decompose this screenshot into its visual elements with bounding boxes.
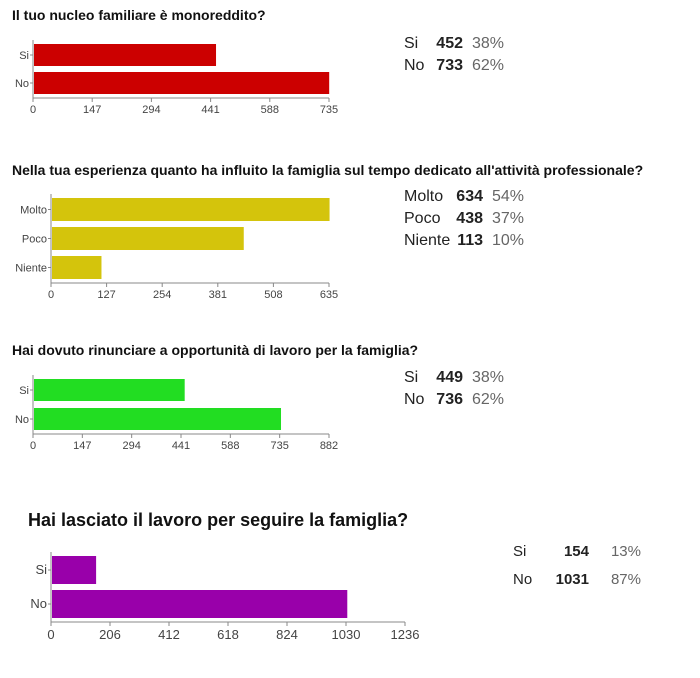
x-tick-label: 735 [270,440,289,452]
result-label: No [404,57,425,74]
result-percent: 62% [471,57,504,74]
bar-chart [0,500,460,675]
result-count: 733 [436,57,463,74]
survey-question-1 [0,0,700,130]
result-label: Si [404,369,419,386]
x-tick-label: 294 [122,440,141,452]
x-tick-label: 882 [319,440,339,452]
category-label: Si [19,385,29,397]
x-tick-label: 147 [73,440,92,452]
category-label: Niente [15,262,47,275]
result-label: No [513,571,533,588]
x-tick-label: 824 [276,627,298,642]
result-percent: 37% [491,210,524,227]
result-count: 438 [456,210,483,227]
bar [34,379,185,401]
x-tick-label: 0 [29,104,37,116]
result-count: 113 [457,232,483,249]
result-count: 1031 [555,571,589,588]
x-tick-label: 735 [319,104,339,116]
result-label: Poco [404,210,441,227]
category-label: No [30,596,47,611]
question-title: Nella tua esperienza quanto ha influito la famiglia sul tempo dedicato all'attività professionale? [12,162,644,178]
x-tick-label: 441 [171,440,191,452]
result-count: 452 [436,35,463,52]
result-percent: 38% [471,35,504,52]
bar-chart [0,0,360,130]
x-tick-label: 206 [99,627,121,642]
question-title: Il tuo nucleo familiare è monoreddito? [12,7,266,23]
x-tick-label: 1236 [390,627,420,642]
category-label: Poco [21,233,47,246]
bar [52,556,96,584]
result-label: Molto [404,188,444,205]
result-label: No [404,391,425,408]
x-tick-label: 588 [221,440,240,452]
bar [52,227,244,250]
result-count: 736 [436,391,463,408]
bar [52,590,347,618]
x-tick-label: 254 [153,289,172,301]
x-tick-label: 635 [319,289,339,301]
x-tick-label: 441 [201,104,220,116]
result-label: Si [513,543,527,560]
x-tick-label: 508 [264,289,283,301]
result-percent: 54% [491,188,524,205]
result-percent: 13% [610,543,641,560]
x-tick-label: 147 [83,104,102,116]
category-label: No [14,78,29,90]
x-tick-label: 127 [97,289,116,301]
x-tick-label: 381 [208,289,227,301]
result-percent: 87% [610,571,641,588]
survey-question-3 [0,335,700,465]
category-label: Si [35,562,47,577]
x-tick-label: 412 [158,627,180,642]
result-count: 634 [456,188,483,205]
result-label: Niente [404,232,451,249]
x-tick-label: 294 [142,104,161,116]
category-label: No [14,414,29,426]
x-tick-label: 618 [217,627,239,642]
x-tick-label: 588 [260,104,279,116]
result-label: Si [404,35,419,52]
result-percent: 38% [471,369,504,386]
bar-chart [0,335,360,465]
question-title: Hai dovuto rinunciare a opportunità di lavoro per la famiglia? [12,342,419,358]
category-label: Molto [20,204,47,217]
bar [34,72,329,94]
result-percent: 10% [491,232,524,249]
result-count: 154 [563,543,589,560]
category-label: Si [19,50,29,62]
x-tick-label: 1030 [331,627,361,642]
survey-question-2 [0,155,700,305]
bar [52,198,330,221]
result-count: 449 [436,369,463,386]
bar [34,408,281,430]
x-tick-label: 0 [29,440,37,452]
bar [34,44,216,66]
x-tick-label: 0 [47,627,55,642]
x-tick-label: 0 [47,289,55,301]
result-percent: 62% [471,391,504,408]
bar-chart [0,155,360,305]
bar [52,256,101,279]
survey-question-4 [0,500,700,675]
question-title: Hai lasciato il lavoro per seguire la famiglia? [28,510,409,530]
